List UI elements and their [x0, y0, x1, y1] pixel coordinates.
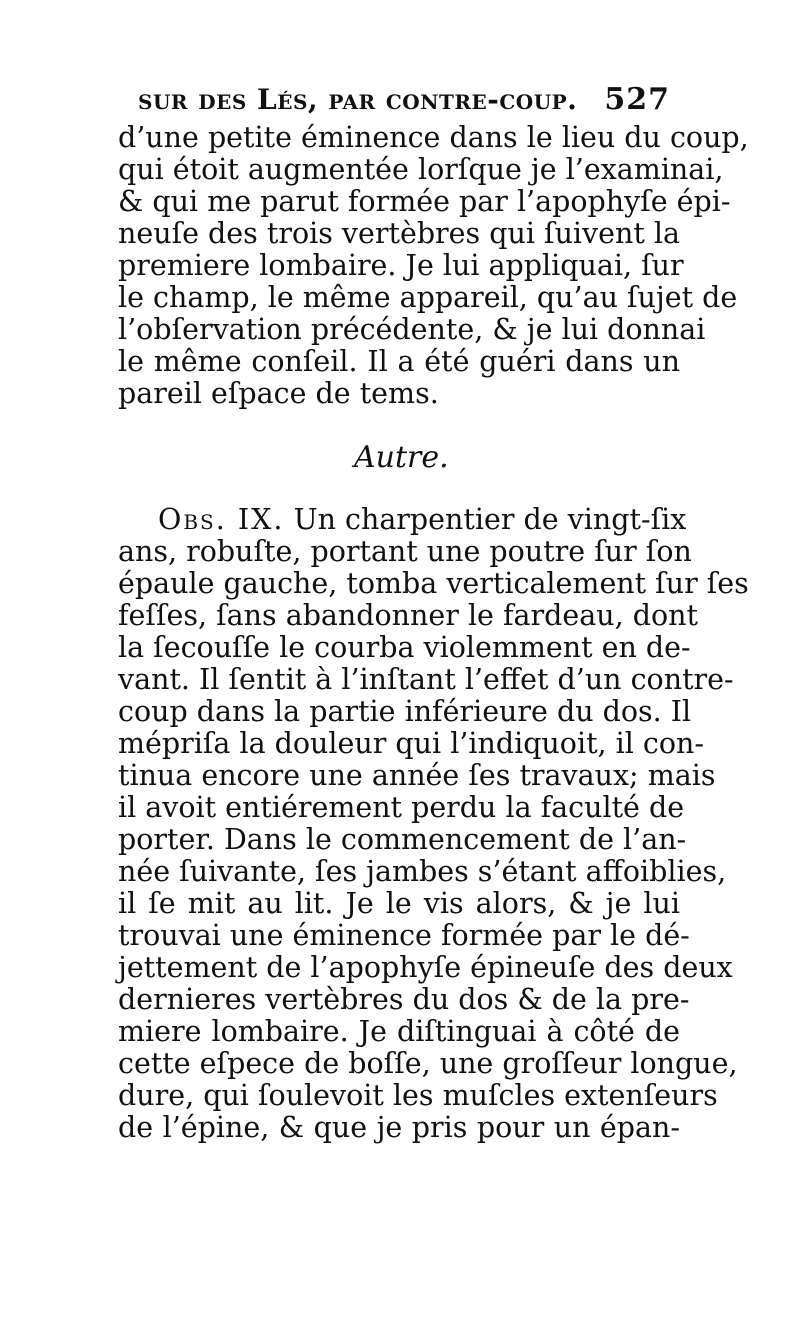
text-line: dernieres vertèbres du dos & de la pre- — [118, 983, 690, 1016]
text-line: trouvai une éminence formée par le dé- — [118, 919, 690, 952]
text-line: pareil eſpace de tems. — [118, 377, 439, 410]
page-header — [138, 78, 670, 122]
text-line: de l’épine, & que je pris pour un épan- — [118, 1111, 680, 1144]
text-line: le champ, le même appareil, qu’au ſujet de — [118, 281, 738, 314]
page-number: 527 — [604, 82, 670, 117]
text-line: premiere lombaire. Je lui appliquai, ſur — [118, 249, 684, 282]
text-line: jettement de l’apophyſe épineuſe des deux — [118, 951, 733, 984]
text-line: porter. Dans le commencement de l’an- — [118, 823, 687, 856]
observation-paragraph — [118, 503, 749, 1144]
text-line: qui étoit augmentée lorſque je l’examinai, — [118, 153, 724, 186]
paragraph-continuation — [118, 121, 749, 410]
text-line: dure, qui ſoulevoit les muſcles extenſeurs — [118, 1079, 718, 1112]
text-line: miere lombaire. Je diſtinguai à côté de — [118, 1015, 680, 1048]
text-line: vant. Il ſentit à l’inſtant l’effet d’un contre- — [118, 663, 734, 696]
text-line: il ſe mit au lit. Je le vis alors, & je lui — [118, 887, 680, 920]
text-line: ans, robuſte, portant une poutre ſur ſon — [118, 535, 692, 568]
text-line-first — [118, 503, 687, 536]
text-line: épaule gauche, tomba verticalement ſur ſes — [118, 567, 749, 600]
observation-label: Obs. IX. — [158, 503, 285, 536]
text-line: l’obſervation précédente, & je lui donnai — [118, 313, 706, 346]
text-line: mépriſa la douleur qui l’indiquoit, il con- — [118, 727, 705, 760]
text-line: le même conſeil. Il a été guéri dans un — [118, 345, 680, 378]
text-line: tinua encore une année ſes travaux; mais — [118, 759, 716, 792]
text-line: d’une petite éminence dans le lieu du coup, — [118, 121, 749, 154]
section-subheading: Autre. — [354, 440, 449, 475]
text-line-first-rest: Un charpentier de vingt-ſix — [293, 503, 687, 536]
text-line: & qui me parut formée par l’apophyſe épi- — [118, 185, 731, 218]
text-line: la ſecouſſe le courba violemment en de- — [118, 631, 691, 664]
running-title: sur des Lés, par contre-coup. — [138, 83, 578, 116]
text-line: née ſuivante, ſes jambes s’étant affoiblies, — [118, 855, 727, 888]
text-line: cette eſpece de boſſe, une groſſeur longue, — [118, 1047, 738, 1080]
text-line: feſſes, ſans abandonner le fardeau, dont — [118, 599, 698, 632]
text-line: il avoit entiérement perdu la faculté de — [118, 791, 685, 824]
page-text-block — [118, 78, 749, 1144]
text-line: coup dans la partie inférieure du dos. Il — [118, 695, 692, 728]
text-line: neuſe des trois vertèbres qui ſuivent la — [118, 217, 680, 250]
